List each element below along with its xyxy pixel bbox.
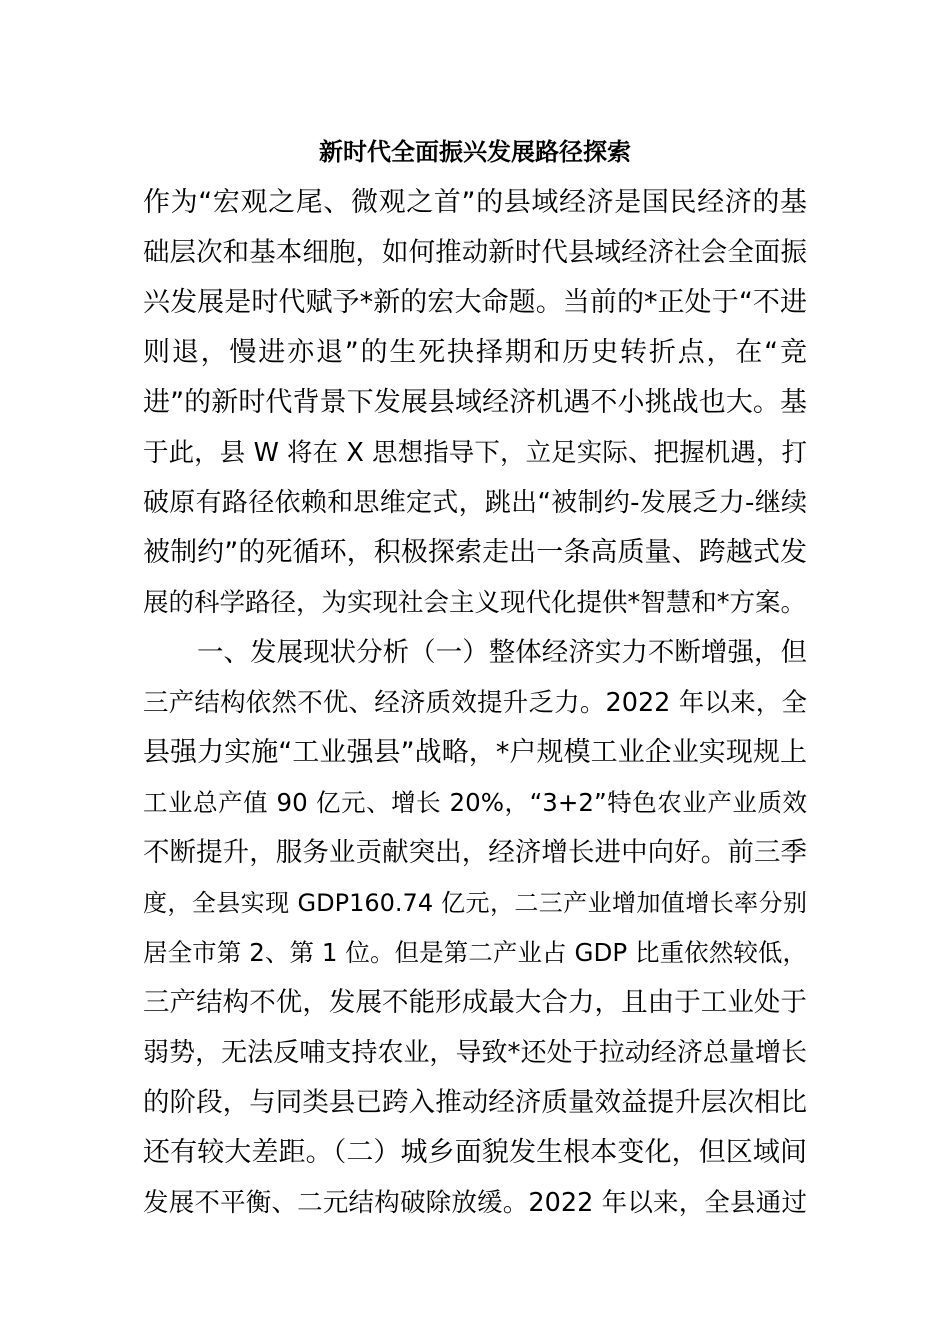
paragraph-line-5: 进”的新时代背景下发展县域经济机遇不小挑战也大。基 (143, 387, 807, 418)
paragraph-line-6: 于此，县 W 将在 X 思想指导下，立足实际、把握机遇，打 (143, 438, 807, 468)
paragraph-line-1: 作为“宏观之尾、微观之首”的县域经济是国民经济的基 (143, 187, 807, 218)
paragraph-line-13: 工业总产值 90 亿元、增长 20%，“3+2”特色农业产业质效 (143, 788, 807, 817)
paragraph-line-21: 发展不平衡、二元结构破除放缓。2022 年以来，全县通过 (143, 1188, 807, 1218)
paragraph-line-12: 县强力实施“工业强县”战略，*户规模工业企业实现规上 (143, 737, 807, 768)
paragraph-line-8: 被制约”的死循环，积极探索走出一条高质量、跨越式发 (143, 537, 807, 568)
paragraph-line-9: 展的科学路径，为实现社会主义现代化提供*智慧和*方案。 (143, 588, 807, 618)
paragraph-line-16: 居全市第 2、第 1 位。但是第二产业占 GDP 比重依然较低， (143, 938, 807, 967)
paragraph-line-2: 础层次和基本细胞，如何推动新时代县域经济社会全面振 (143, 237, 807, 268)
document-title: 新时代全面振兴发展路径探索 (319, 138, 631, 166)
paragraph-line-18: 弱势，无法反哺支持农业，导致*还处于拉动经济总量增长 (143, 1038, 807, 1068)
paragraph-line-4: 则退，慢进亦退”的生死抉择期和历史转折点，在“竞 (143, 337, 807, 368)
paragraph-line-3: 兴发展是时代赋予*新的宏大命题。当前的*正处于“不进 (143, 287, 807, 318)
paragraph-line-17: 三产结构不优，发展不能形成最大合力，且由于工业处于 (143, 987, 807, 1018)
paragraph-line-11: 三产结构依然不优、经济质效提升乏力。2022 年以来，全 (143, 688, 807, 718)
paragraph-line-7: 破原有路径依赖和思维定式，跳出“被制约-发展乏力-继续 (143, 488, 807, 518)
paragraph-line-10: 一、发展现状分析（一）整体经济实力不断增强，但 (197, 637, 807, 668)
paragraph-line-20: 还有较大差距。（二）城乡面貌发生根本变化，但区域间 (143, 1137, 807, 1168)
paragraph-line-19: 的阶段，与同类县已跨入推动经济质量效益提升层次相比 (143, 1087, 807, 1118)
paragraph-line-15: 度，全县实现 GDP160.74 亿元，二三产业增加值增长率分别 (143, 889, 807, 917)
paragraph-line-14: 不断提升，服务业贡献突出，经济增长进中向好。前三季 (143, 837, 807, 868)
